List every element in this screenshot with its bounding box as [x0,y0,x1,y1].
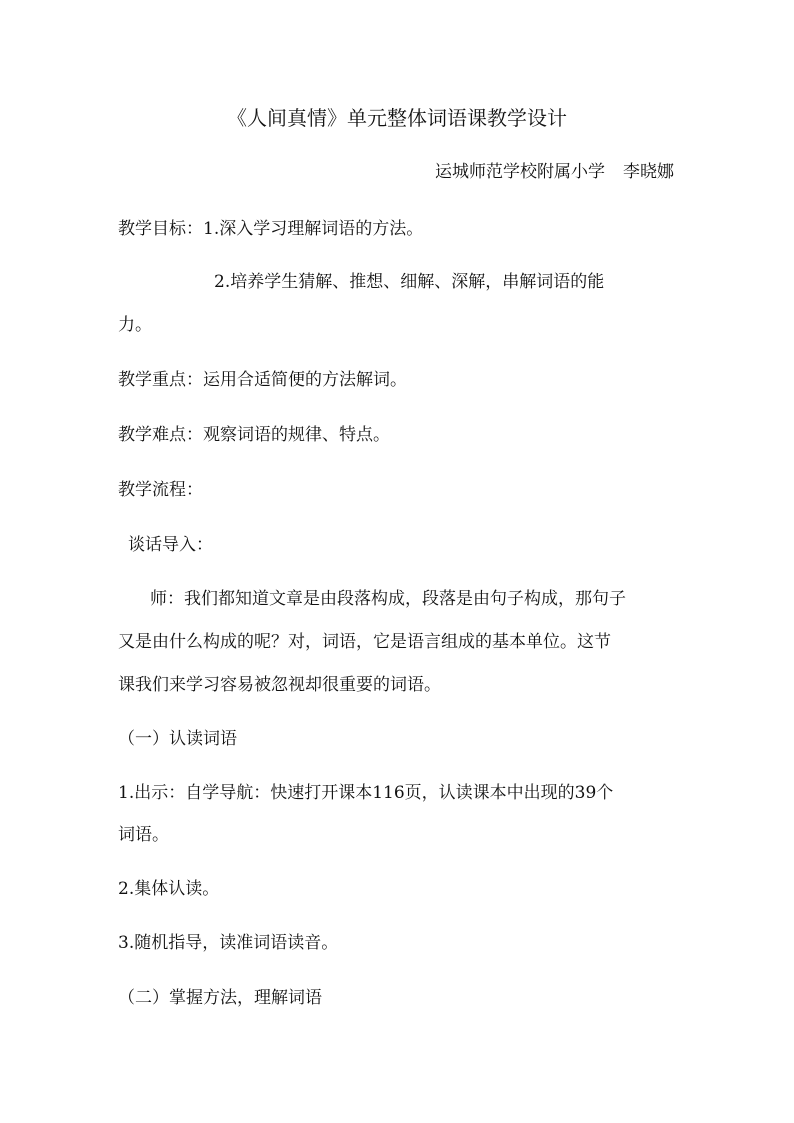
step-1-line1: 1.出示：自学导航：快速打开课本116页，认读课本中出现的39个 [118,783,614,803]
section-1-heading: （一）认读词语 [118,729,237,749]
teacher-paragraph-line3: 课我们来学习容易被忽视却很重要的词语。 [118,675,441,695]
teaching-goal-1: 教学目标：1.深入学习理解词语的方法。 [118,219,424,239]
teaching-difficulty: 教学难点：观察词语的规律、特点。 [118,425,390,445]
document-title: 《人间真情》单元整体词语课教学设计 [227,106,567,130]
step-1-line2: 词语。 [118,825,169,845]
step-3: 3.随机指导，读准词语读音。 [118,933,339,953]
author-name: 李晓娜 [623,162,674,182]
teaching-goal-2-line1: 2.培养学生猜解、推想、细解、深解，串解词语的能 [214,272,605,292]
teaching-goal-2-line2: 力。 [118,315,152,335]
school-name: 运城师范学校附属小学 [435,162,605,182]
section-2-heading: （二）掌握方法，理解词语 [118,988,322,1008]
author-line [435,160,674,184]
step-2: 2.集体认读。 [118,879,220,899]
teacher-paragraph-line1: 师：我们都知道文章是由段落构成，段落是由句子构成，那句子 [150,589,626,609]
teaching-process-heading: 教学流程： [118,480,203,500]
teacher-paragraph-line2: 又是由什么构成的呢？对，词语，它是语言组成的基本单位。这节 [118,632,611,652]
teaching-key-point: 教学重点：运用合适简便的方法解词。 [118,370,407,390]
intro-heading: 谈话导入： [128,535,213,555]
